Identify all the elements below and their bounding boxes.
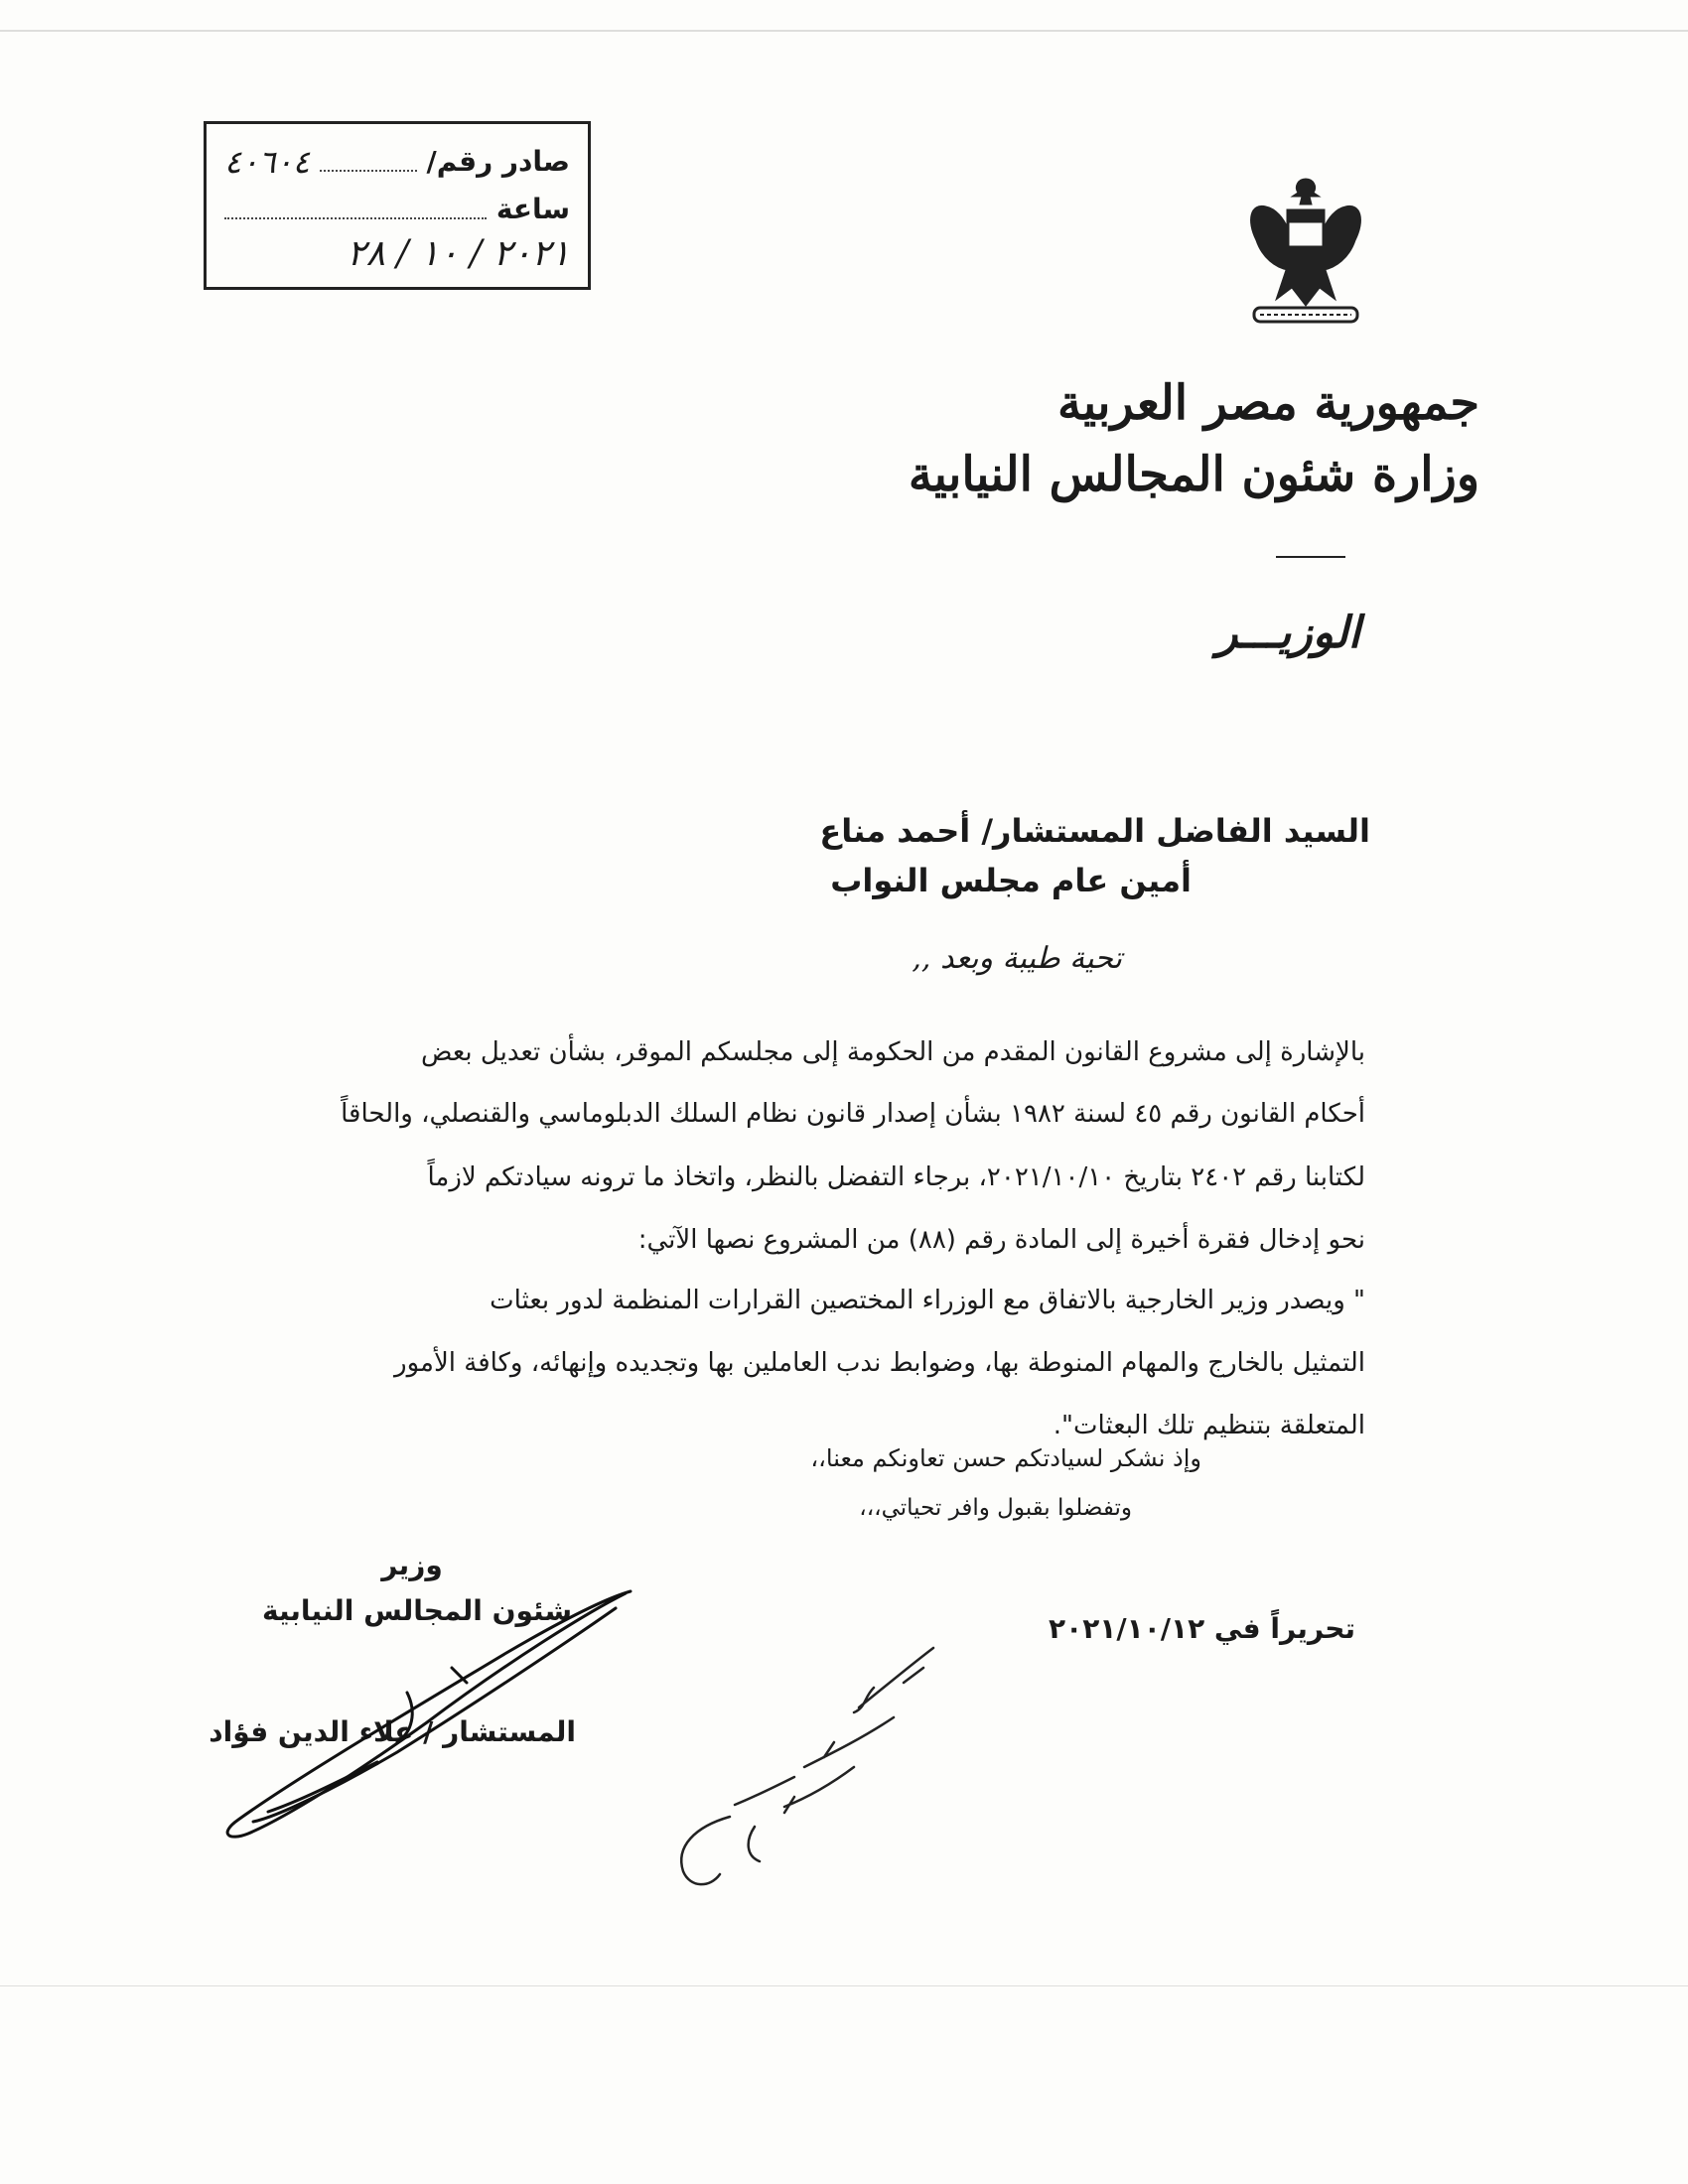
body-line: لكتابنا رقم ٢٤٠٢ بتاريخ ٢٠٢١/١٠/١٠، برجاء التفضل بالنظر، واتخاذ ما ترونه سيادتكم لازماً xyxy=(427,1162,1365,1192)
letterhead-title: الوزيـــر xyxy=(1216,608,1360,658)
stamp-number-value: ٤٠٦٠٤ xyxy=(224,143,310,181)
addressee-title: أمين عام مجلس النواب xyxy=(830,862,1192,899)
thanks-line: وإذ نشكر لسيادتكم حسن تعاونكم معنا،، xyxy=(810,1444,1201,1472)
body-line: المتعلقة بتنظيم تلك البعثات". xyxy=(1053,1411,1365,1440)
signature-title-line2: شئون المجالس النيابية xyxy=(262,1594,572,1627)
letterhead-country: جمهورية مصر العربية xyxy=(1056,375,1479,431)
stamp-number-label: صادر رقم/ xyxy=(426,145,570,178)
issue-date: تحريراً في ٢٠٢١/١٠/١٢ xyxy=(1049,1612,1355,1645)
regards-line: وتفضلوا بقبول وافر تحياتي،،، xyxy=(859,1495,1132,1521)
handwritten-signature xyxy=(209,1573,645,1851)
body-line: أحكام القانون رقم ٤٥ لسنة ١٩٨٢ بشأن إصدار قانون نظام السلك الدبلوماسي والقنصلي، والحاقاً xyxy=(341,1099,1365,1129)
body-line: بالإشارة إلى مشروع القانون المقدم من الحكومة إلى مجلسكم الموقر، بشأن تعديل بعض xyxy=(421,1037,1365,1067)
signatory-name: المستشار / علاء الدين فؤاد xyxy=(209,1715,576,1748)
body-line: التمثيل بالخارج والمهام المنوطة بها، وضوابط ندب العاملين بها وتجديده وإنهائه، وكافة الأمور xyxy=(394,1348,1365,1378)
greeting: تحية طيبة وبعد ,, xyxy=(912,941,1122,976)
scan-artifact-line xyxy=(0,30,1688,32)
stamp-date: ٢٠٢١ / ١٠ / ٢٨ xyxy=(347,233,570,274)
outgoing-stamp xyxy=(204,121,591,290)
handwritten-annotation xyxy=(635,1628,953,1896)
stamp-time-label: ساعة xyxy=(495,193,570,225)
letterhead-ministry: وزارة شئون المجالس النيابية xyxy=(908,447,1479,502)
letterhead-divider xyxy=(1276,556,1345,558)
body-line: نحو إدخال فقرة أخيرة إلى المادة رقم (٨٨) من المشروع نصها الآتي: xyxy=(637,1225,1365,1255)
eagle-emblem-icon xyxy=(1236,171,1375,340)
signature-title-line1: وزير xyxy=(381,1549,443,1581)
scan-artifact-line xyxy=(0,1985,1688,1986)
body-line: " ويصدر وزير الخارجية بالاتفاق مع الوزراء المختصين القرارات المنظمة لدور بعثات xyxy=(490,1286,1365,1315)
addressee-name: السيد الفاضل المستشار/ أحمد مناع xyxy=(819,812,1370,850)
